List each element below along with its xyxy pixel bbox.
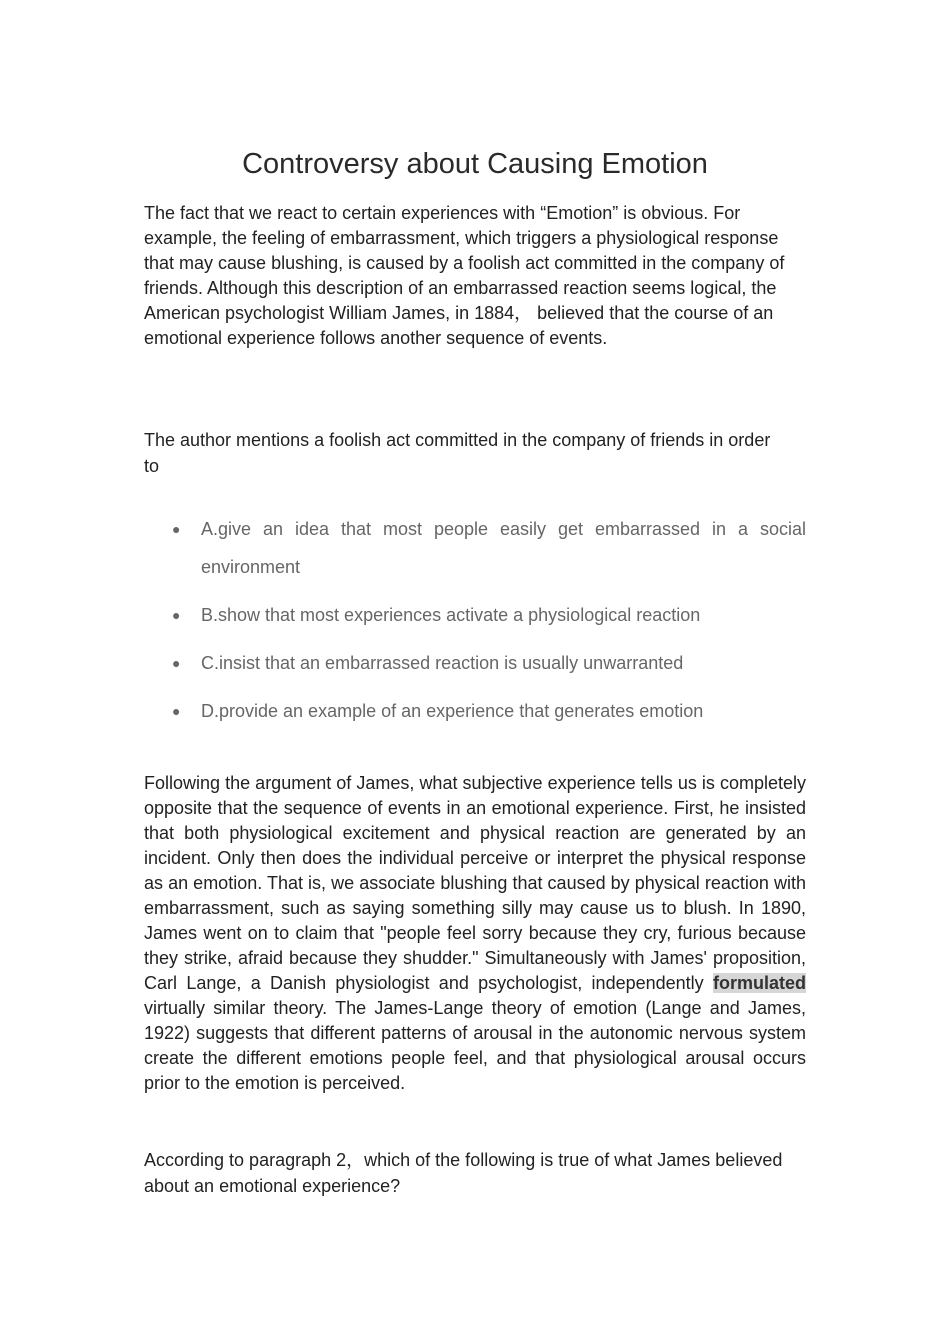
bullet-icon: ● bbox=[172, 607, 181, 623]
answer-options bbox=[144, 510, 806, 740]
highlighted-word[interactable]: formulated bbox=[712, 973, 806, 993]
option-b[interactable] bbox=[144, 596, 806, 634]
question-2: According to paragraph 2，which of the following is true of what James believed about an emotional experience? bbox=[144, 1150, 783, 1196]
option-c-text: C.insist that an embarrassed reaction is usually unwarranted bbox=[201, 653, 684, 673]
paragraph-2-text-start: Following the argument of James, what subjective experience tells us is completely opposite that the sequence of events in an emotional experience. First, he insisted that both physiological excitement and physical reaction are generated by an incident. Only then does the individual perceive or interpret the physical response as an emotion. That is, we associate blushing that caused by physical reaction with embarrassment, such as saying something silly may cause us to blush. In 1890, James went on to claim that "people feel sorry because they cry, furious because they strike, afraid because they shudder." Simultaneously with James' proposition, Carl Lange, a Danish physiologist and psychologist, independently bbox=[144, 773, 806, 993]
passage-paragraph-2 bbox=[144, 771, 806, 1096]
option-a-text: A.give an idea that most people easily get embarrassed in a social environment bbox=[201, 519, 806, 577]
option-d[interactable] bbox=[144, 692, 806, 730]
passage-paragraph-1: The fact that we react to certain experiences with “Emotion” is obvious. For example, the feeling of embarrassment, which triggers a physiological response that may cause blushing, is caused by a foolish act committed in the company of friends. Although this description of an embarrassed reaction seems logical, the American psychologist William James, in 1884， believed that the course of an emotional experience follows another sequence of events. bbox=[144, 203, 785, 348]
bullet-icon: ● bbox=[172, 703, 181, 719]
option-c[interactable] bbox=[144, 644, 806, 682]
option-d-text: D.provide an example of an experience that generates emotion bbox=[201, 701, 704, 721]
question-1: The author mentions a foolish act committed in the company of friends in order to bbox=[144, 430, 771, 476]
option-b-text: B.show that most experiences activate a physiological reaction bbox=[201, 605, 701, 625]
paragraph-2-text-end: virtually similar theory. The James-Lange theory of emotion (Lange and James, 1922) suggests that different patterns of arousal in the autonomic nervous system create the different emotions people feel, and that physiological arousal occurs prior to the emotion is perceived. bbox=[144, 998, 806, 1093]
option-a[interactable] bbox=[144, 510, 806, 586]
bullet-icon: ● bbox=[172, 521, 181, 537]
page-title: Controversy about Causing Emotion bbox=[242, 148, 708, 180]
bullet-icon: ● bbox=[172, 655, 181, 671]
